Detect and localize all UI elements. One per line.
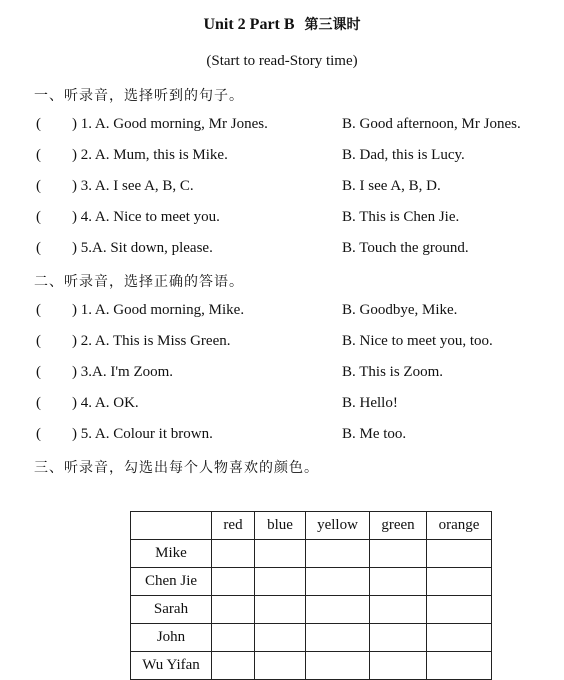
- section-1-question-2: [0, 147, 564, 169]
- check-cell[interactable]: [370, 540, 427, 568]
- section-2-question-5: [0, 426, 564, 448]
- check-cell[interactable]: [427, 652, 492, 680]
- check-cell[interactable]: [306, 540, 370, 568]
- column-header: green: [370, 512, 427, 540]
- option-a: ) 3. A. I see A, B, C.: [72, 178, 194, 194]
- check-cell[interactable]: [370, 624, 427, 652]
- check-cell[interactable]: [370, 568, 427, 596]
- option-a: ) 1. A. Good morning, Mike.: [72, 302, 245, 318]
- check-cell[interactable]: [427, 540, 492, 568]
- option-a: ) 5.A. Sit down, please.: [72, 240, 213, 256]
- answer-blank[interactable]: (: [36, 116, 41, 132]
- row-header: Sarah: [131, 596, 212, 624]
- option-b: B. Dad, this is Lucy.: [342, 147, 465, 163]
- color-preference-table: [130, 511, 492, 680]
- check-cell[interactable]: [306, 624, 370, 652]
- check-cell[interactable]: [255, 540, 306, 568]
- check-cell[interactable]: [212, 652, 255, 680]
- title-cn: 第三课时: [304, 17, 361, 33]
- answer-blank[interactable]: (: [36, 178, 41, 194]
- section-1-question-5: [0, 240, 564, 262]
- row-header: John: [131, 624, 212, 652]
- option-b: B. Good afternoon, Mr Jones.: [342, 116, 521, 132]
- option-b: B. Hello!: [342, 395, 398, 411]
- table-row: [131, 540, 492, 568]
- check-cell[interactable]: [255, 624, 306, 652]
- answer-blank[interactable]: (: [36, 395, 41, 411]
- title-en: Unit 2 Part B: [203, 16, 295, 33]
- section-1-question-1: [0, 116, 564, 138]
- row-header: Chen Jie: [131, 568, 212, 596]
- option-a: ) 1. A. Good morning, Mr Jones.: [72, 116, 268, 132]
- check-cell[interactable]: [212, 540, 255, 568]
- check-cell[interactable]: [427, 624, 492, 652]
- check-cell[interactable]: [212, 596, 255, 624]
- column-header: orange: [427, 512, 492, 540]
- check-cell[interactable]: [212, 624, 255, 652]
- option-a: ) 2. A. This is Miss Green.: [72, 333, 231, 349]
- option-a: ) 3.A. I'm Zoom.: [72, 364, 174, 380]
- row-header: Wu Yifan: [131, 652, 212, 680]
- answer-blank[interactable]: (: [36, 426, 41, 442]
- option-b: B. This is Zoom.: [342, 364, 443, 380]
- option-b: B. Me too.: [342, 426, 407, 442]
- answer-blank[interactable]: (: [36, 240, 41, 256]
- section-2-question-3: [0, 364, 564, 386]
- option-b: B. This is Chen Jie.: [342, 209, 460, 225]
- section-3-heading: 三、听录音，勾选出每个人物喜欢的颜色。: [34, 460, 319, 476]
- check-cell[interactable]: [427, 568, 492, 596]
- check-cell[interactable]: [306, 568, 370, 596]
- column-header: blue: [255, 512, 306, 540]
- section-2-question-4: [0, 395, 564, 417]
- table-row: [131, 568, 492, 596]
- check-cell[interactable]: [255, 596, 306, 624]
- row-header: Mike: [131, 540, 212, 568]
- section-1-heading: 一、听录音，选择听到的句子。: [34, 88, 244, 104]
- answer-blank[interactable]: (: [36, 302, 41, 318]
- column-header: yellow: [306, 512, 370, 540]
- answer-blank[interactable]: (: [36, 333, 41, 349]
- option-a: ) 2. A. Mum, this is Mike.: [72, 147, 228, 163]
- column-header: red: [212, 512, 255, 540]
- page-title: [0, 14, 564, 34]
- option-a: ) 4. A. Nice to meet you.: [72, 209, 220, 225]
- page-subtitle: (Start to read-Story time): [206, 53, 358, 69]
- table-row: [131, 624, 492, 652]
- check-cell[interactable]: [306, 652, 370, 680]
- section-2-question-1: [0, 302, 564, 324]
- check-cell[interactable]: [255, 568, 306, 596]
- table-corner-cell: [131, 512, 212, 540]
- check-cell[interactable]: [427, 596, 492, 624]
- check-cell[interactable]: [255, 652, 306, 680]
- option-b: B. Goodbye, Mike.: [342, 302, 458, 318]
- section-2-question-2: [0, 333, 564, 355]
- table-row: [131, 652, 492, 680]
- check-cell[interactable]: [306, 596, 370, 624]
- section-2-heading: 二、听录音，选择正确的答语。: [34, 274, 244, 290]
- answer-blank[interactable]: (: [36, 209, 41, 225]
- option-b: B. Nice to meet you, too.: [342, 333, 493, 349]
- option-a: ) 4. A. OK.: [72, 395, 139, 411]
- check-cell[interactable]: [370, 652, 427, 680]
- section-1-question-4: [0, 209, 564, 231]
- answer-blank[interactable]: (: [36, 364, 41, 380]
- option-b: B. I see A, B, D.: [342, 178, 441, 194]
- table-header-row: [131, 512, 492, 540]
- option-b: B. Touch the ground.: [342, 240, 469, 256]
- option-a: ) 5. A. Colour it brown.: [72, 426, 213, 442]
- answer-blank[interactable]: (: [36, 147, 41, 163]
- check-cell[interactable]: [370, 596, 427, 624]
- section-1-question-3: [0, 178, 564, 200]
- check-cell[interactable]: [212, 568, 255, 596]
- table-row: [131, 596, 492, 624]
